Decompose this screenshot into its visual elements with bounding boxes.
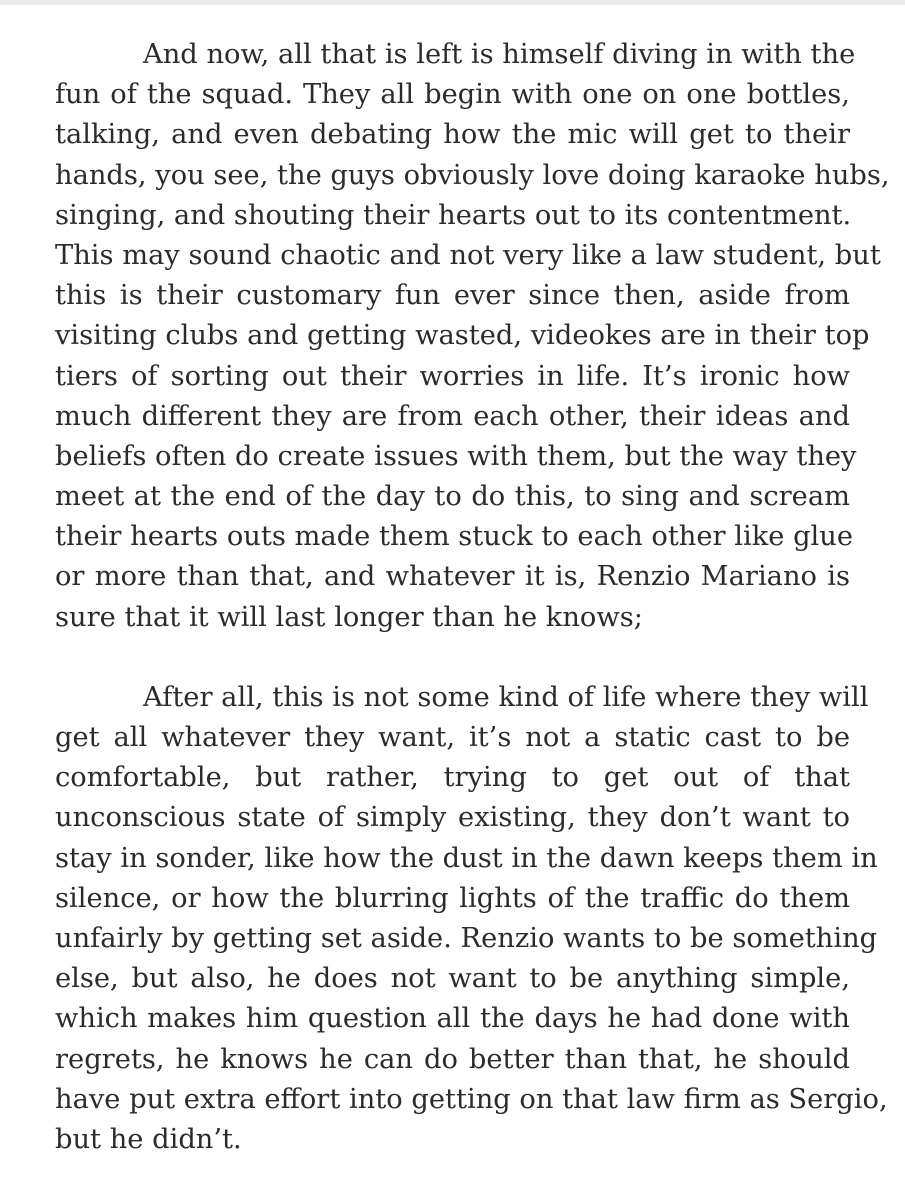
text-line: or more than that, and whatever it is, Renzio Mariano is <box>55 561 850 593</box>
text-line: After all, this is not some kind of life where they will <box>143 681 869 713</box>
text-line: beliefs often do create issues with them, but the way they <box>55 440 857 472</box>
text-line: hands, you see, the guys obviously love doing karaoke hubs, <box>55 159 890 191</box>
top-edge-bar <box>0 0 905 5</box>
text-line: their hearts outs made them stuck to each other like glue <box>55 521 854 553</box>
text-line: but he didn’t. <box>55 1123 242 1155</box>
text-line: visiting clubs and getting wasted, videokes are in their top <box>55 320 870 352</box>
text-line: much different they are from each other, their ideas and <box>55 400 850 432</box>
text-line: which makes him question all the days he had done with <box>55 1003 850 1035</box>
text-line: And now, all that is left is himself diving in with the <box>143 39 856 70</box>
text-line: tiers of sorting out their worries in life. It’s ironic how <box>55 360 850 392</box>
text-line: have put extra effort into getting on that law firm as Sergio, <box>55 1083 888 1115</box>
text-line: comfortable, but rather, trying to get out of that <box>55 762 850 794</box>
paragraph-2 <box>55 678 888 1160</box>
story-text <box>55 35 890 1160</box>
text-line: sure that it will last longer than he knows; <box>55 601 643 633</box>
text-line: meet at the end of the day to do this, to sing and scream <box>55 481 850 513</box>
text-line: get all whatever they want, it’s not a static cast to be <box>55 722 850 753</box>
text-line: else, but also, he does not want to be anything simple, <box>55 963 850 995</box>
text-line: singing, and shouting their hearts out to its contentment. <box>55 199 852 231</box>
text-line: stay in sonder, like how the dust in the dawn keeps them in <box>55 842 878 874</box>
text-line: unconscious state of simply existing, they don’t want to <box>55 802 850 834</box>
text-line: regrets, he knows he can do better than that, he should <box>55 1043 850 1075</box>
text-line: This may sound chaotic and not very like a law student, but <box>55 239 881 271</box>
paragraph-spacer <box>55 638 850 678</box>
text-line: this is their customary fun ever since then, aside from <box>55 280 850 312</box>
paragraph-1 <box>55 35 890 638</box>
text-line: unfairly by getting set aside. Renzio wants to be something <box>55 922 878 954</box>
text-line: silence, or how the blurring lights of the traffic do them <box>55 882 850 914</box>
text-line: fun of the squad. They all begin with one on one bottles, <box>55 79 850 111</box>
text-line: talking, and even debating how the mic will get to their <box>55 119 850 151</box>
